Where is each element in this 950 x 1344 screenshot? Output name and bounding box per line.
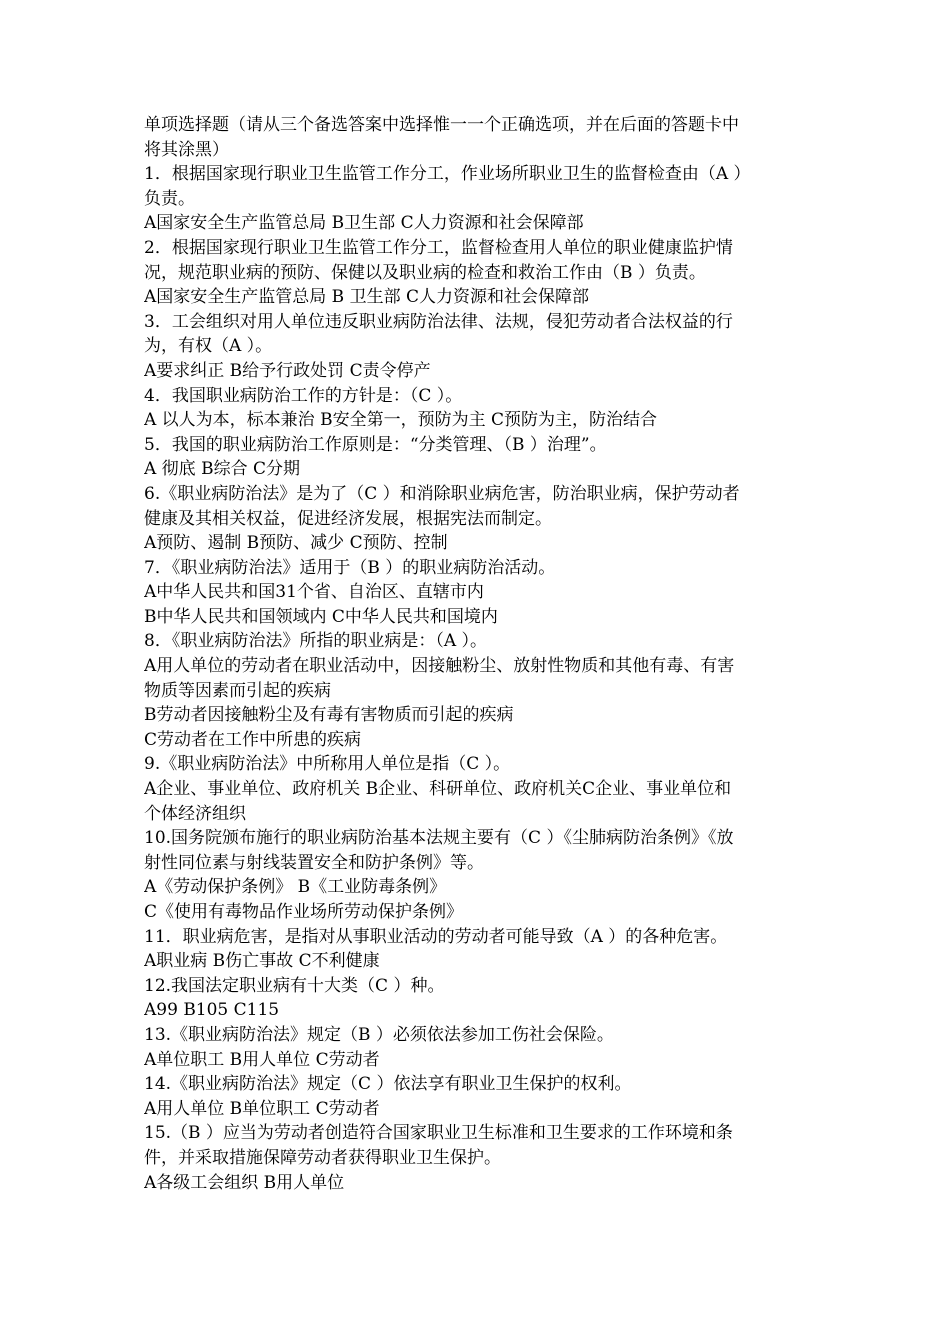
text-line: 况，规范职业病的预防、保健以及职业病的检查和救治工作由（B ）负责。	[144, 262, 706, 283]
text-line: 15.（B ）应当为劳动者创造符合国家职业卫生标准和卫生要求的工作环境和条	[144, 1123, 733, 1144]
text-line: 5．我国的职业病防治工作原则是：“分类管理、（B ）治理”。	[144, 434, 607, 455]
document-body	[144, 113, 814, 1220]
text-line: 13.《职业病防治法》规定（B ）必须依法参加工伤社会保险。	[144, 1024, 614, 1045]
text-line: A 以人为本，标本兼治 B安全第一，预防为主 C预防为主，防治结合	[144, 410, 657, 431]
text-line	[144, 1195, 814, 1220]
text-line: A 彻底 B综合 C分期	[144, 459, 300, 480]
text-line: 件，并采取措施保障劳动者获得职业卫生保护。	[144, 1147, 501, 1168]
text-line: 射性同位素与射线装置安全和防护条例》等。	[144, 852, 484, 873]
text-line: A用人单位的劳动者在职业活动中，因接触粉尘、放射性物质和其他有毒、有害	[144, 656, 735, 677]
text-line: 将其涂黑）	[144, 139, 229, 160]
text-line: 12.我国法定职业病有十大类（C ）种。	[144, 975, 445, 996]
text-line: 单项选择题（请从三个备选答案中选择惟一一个正确选项，并在后面的答题卡中	[144, 115, 739, 135]
text-line: B中华人民共和国领域内 C中华人民共和国境内	[144, 606, 498, 627]
text-line: 负责。	[144, 188, 195, 209]
text-line: 11．职业病危害，是指对从事职业活动的劳动者可能导致（A ）的各种危害。	[144, 926, 728, 947]
text-line: A国家安全生产监管总局 B卫生部 C人力资源和社会保障部	[144, 213, 584, 234]
text-line: 物质等因素而引起的疾病	[144, 680, 331, 701]
text-line: 4．我国职业病防治工作的方针是：（C ）。	[144, 385, 463, 406]
text-line: 为，有权（A ）。	[144, 336, 273, 357]
text-line: A99 B105 C115	[144, 1000, 280, 1021]
text-line: A用人单位 B单位职工 C劳动者	[144, 1098, 380, 1119]
text-line: A国家安全生产监管总局 B 卫生部 C人力资源和社会保障部	[144, 287, 589, 308]
text-line: 6.《职业病防治法》是为了（C ）和消除职业病危害，防治职业病，保护劳动者	[144, 483, 740, 504]
text-line: 14.《职业病防治法》规定（C ）依法享有职业卫生保护的权利。	[144, 1074, 632, 1095]
text-line: 2．根据国家现行职业卫生监管工作分工，监督检查用人单位的职业健康监护情	[144, 237, 733, 258]
text-line: 1．根据国家现行职业卫生监管工作分工，作业场所职业卫生的监督检查由（A ）	[144, 164, 751, 185]
text-line: A职业病 B伤亡事故 C不利健康	[144, 951, 380, 972]
text-line: A各级工会组织 B用人单位	[144, 1172, 345, 1193]
text-line: A要求纠正 B给予行政处罚 C责令停产	[144, 360, 431, 381]
text-line: 8．《职业病防治法》所指的职业病是：（A ）。	[144, 631, 487, 652]
text-line: A单位职工 B用人单位 C劳动者	[144, 1049, 380, 1070]
text-line: A预防、遏制 B预防、减少 C预防、控制	[144, 533, 448, 554]
text-line: 健康及其相关权益，促进经济发展，根据宪法而制定。	[144, 508, 552, 529]
text-line: 3．工会组织对用人单位违反职业病防治法律、法规，侵犯劳动者合法权益的行	[144, 311, 733, 332]
text-line: C《使用有毒物品作业场所劳动保护条例》	[144, 902, 464, 922]
text-line: 9.《职业病防治法》中所称用人单位是指（C ）。	[144, 754, 511, 775]
text-line: B劳动者因接触粉尘及有毒有害物质而引起的疾病	[144, 705, 514, 726]
text-line: A企业、事业单位、政府机关 B企业、科研单位、政府机关C企业、事业单位和	[144, 779, 732, 800]
text-line: 7．《职业病防治法》适用于（B ）的职业病防治活动。	[144, 557, 556, 578]
text-line: 个体经济组织	[144, 803, 246, 824]
text-line: 10.国务院颁布施行的职业病防治基本法规主要有（C ）《尘肺病防治条例》《放	[144, 828, 734, 849]
text-line: A《劳动保护条例》 B《工业防毒条例》	[144, 877, 447, 898]
text-line: A中华人民共和国31个省、自治区、直辖市内	[144, 582, 484, 603]
text-line: C劳动者在工作中所患的疾病	[144, 729, 362, 750]
